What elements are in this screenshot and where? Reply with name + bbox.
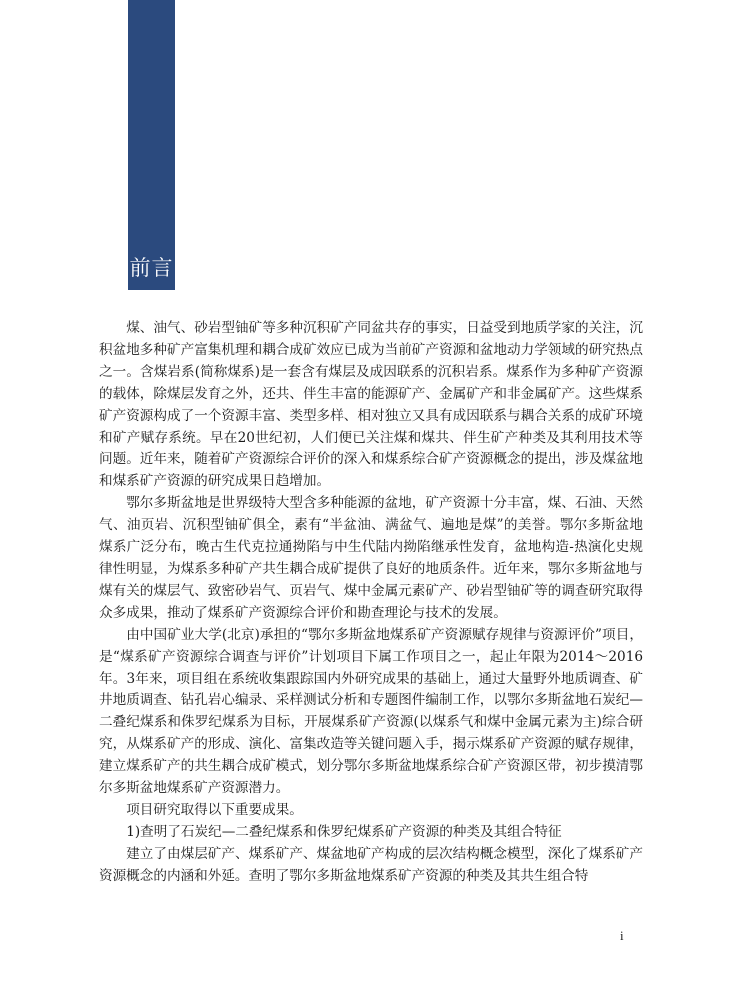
body-text [99,318,643,888]
paragraph: 建立了由煤层矿产、煤系矿产、煤盆地矿产构成的层次结构概念模型，深化了煤系矿产资源概念的内涵和外延。查明了鄂尔多斯盆地煤系矿产资源的种类及其共生组合特 [99,845,643,884]
paragraph: 1)查明了石炭纪—二叠纪煤系和侏罗纪煤系矿产资源的种类及其组合特征 [126,823,562,840]
paragraph: 由中国矿业大学(北京)承担的“鄂尔多斯盆地煤系矿产资源赋存规律与资源评价”项目，是“煤系矿产资源综合调查与评价”计划项目下属工作项目之一，起止年限为2014～2016年。3年来，项目组在系统收集跟踪国内外研究成果的基础上，通过大量野外地质调查、矿井地质调查、钻孔岩心编录、采样测试分析和专题图件编制工作，以鄂尔多斯盆地石炭纪—二叠纪煤系和侏罗纪煤系为目标，开展煤系矿产资源(以煤系气和煤中金属元素为主)综合研究，从煤系矿产的形成、演化、富集改造等关键问题入手，揭示煤系矿产资源的赋存规律，建立煤系矿产的共生耦合成矿模式，划分鄂尔多斯盆地煤系综合矿产资源区带，初步摸清鄂尔多斯盆地煤系矿产资源潜力。 [99,626,643,797]
paragraph: 项目研究取得以下重要成果。 [126,801,303,818]
paragraph: 鄂尔多斯盆地是世界级特大型含多种能源的盆地，矿产资源十分丰富，煤、石油、天然气、油页岩、沉积型铀矿俱全，素有“半盆油、满盆气、遍地是煤”的美誉。鄂尔多斯盆地煤系广泛分布，晚古生代克拉通拗陷与中生代陆内拗陷继承性发育，盆地构造-热演化史规律性明显，为煤系多种矿产共生耦合成矿提供了良好的地质条件。近年来，鄂尔多斯盆地与煤有关的煤层气、致密砂岩气、页岩气、煤中金属元素矿产、砂岩型铀矿等的调查研究取得众多成果，推动了煤系矿产资源综合评价和勘查理论与技术的发展。 [99,495,643,621]
chapter-title-banner [128,0,175,290]
paragraph: 煤、油气、砂岩型铀矿等多种沉积矿产同盆共存的事实，日益受到地质学家的关注，沉积盆地多种矿产富集机理和耦合成矿效应已成为当前矿产资源和盆地动力学领域的研究热点之一。含煤岩系(简称煤系)是一套含有煤层及成因联系的沉积岩系。煤系作为多种矿产资源的载体，除煤层发育之外，还共、伴生丰富的能源矿产、金属矿产和非金属矿产。这些煤系矿产资源构成了一个资源丰富、类型多样、相对独立又具有成因联系与耦合关系的成矿环境和矿产赋存系统。早在20世纪初，人们便已关注煤和煤共、伴生矿产种类及其利用技术等问题。近年来，随着矿产资源综合评价的深入和煤系综合矿产资源概念的提出，涉及煤盆地和煤系矿产资源的研究成果日趋增加。 [99,320,643,490]
page-number: i [620,928,624,943]
chapter-title: 前言 [129,256,174,280]
